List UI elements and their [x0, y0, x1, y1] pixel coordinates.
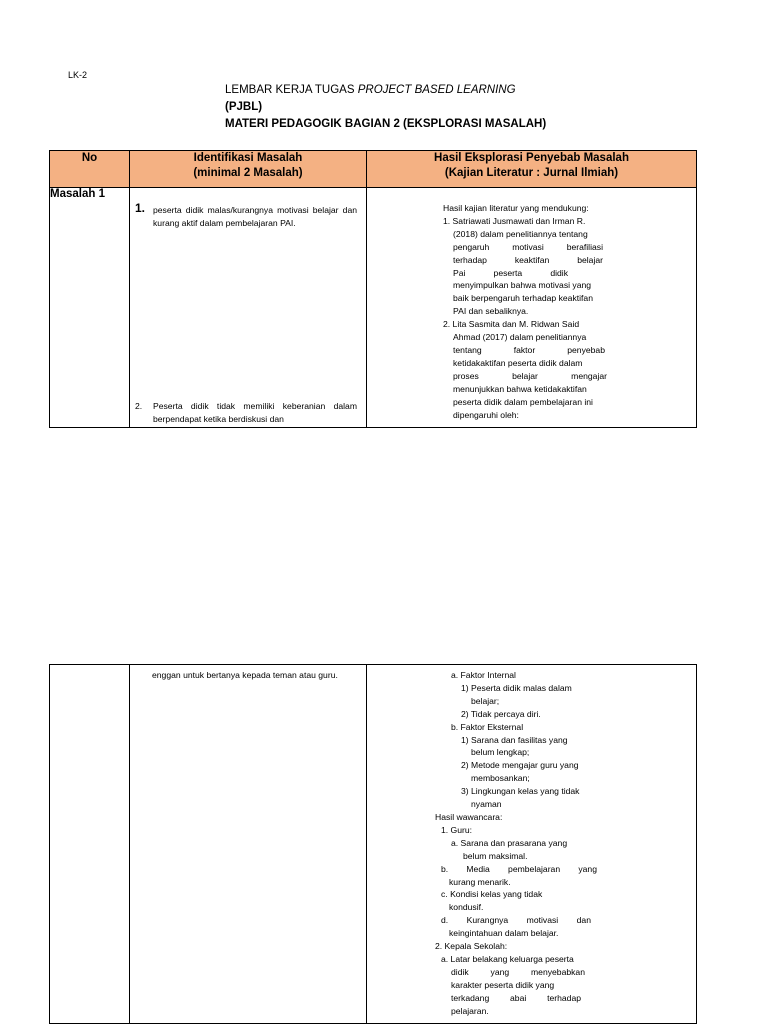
text-line: a. Sarana dan prasarana yang: [451, 837, 568, 848]
literature-findings-continued: [435, 669, 635, 1017]
text-line: Hasil wawancara:: [435, 811, 503, 822]
identifikasi-cell-continued: [130, 665, 367, 1024]
text-line: menunjukkan bahwa ketidakaktifan: [453, 383, 587, 394]
text-line: b. Media pembelajaran yang: [441, 863, 597, 874]
text-line: 1) Sarana dan fasilitas yang: [461, 734, 568, 745]
title-line-2: (PJBL): [225, 101, 263, 113]
text-line: karakter peserta didik yang: [451, 979, 555, 990]
header-identifikasi: [130, 151, 367, 188]
text-line: terkadang abai terhadap: [451, 992, 581, 1003]
hasil-cell: [367, 188, 697, 428]
text-line: a. Faktor Internal: [451, 670, 516, 680]
text-line: 2. Lita Sasmita dan M. Ridwan Said: [443, 319, 580, 330]
header-identifikasi-line2: (minimal 2 Masalah): [193, 167, 303, 179]
problem-item-1-text: peserta didik malas/kurangnya motivasi belajar dan kurang aktif dalam pembelajaran PAI.: [153, 205, 357, 228]
header-hasil-line2: (Kajian Literatur : Jurnal Ilmiah): [444, 167, 619, 179]
text-line: menyimpulkan bahwa motivasi yang: [453, 280, 592, 291]
text-line: (2018) dalam penelitiannya tentang: [453, 228, 588, 239]
worksheet-table-page2: [49, 664, 697, 1024]
identifikasi-cell: [130, 188, 367, 428]
header-hasil: [367, 151, 697, 188]
text-line: Pai peserta didik: [453, 267, 568, 278]
text-line: kurang menarik.: [449, 876, 511, 887]
table-row: [50, 665, 697, 1024]
text-line: d. Kurangnya motivasi dan: [441, 915, 591, 926]
text-line: 2. Kepala Sekolah:: [435, 941, 508, 952]
text-line: peserta didik dalam pembelajaran ini: [453, 396, 593, 407]
text-line: Ahmad (2017) dalam penelitiannya: [453, 332, 587, 343]
text-line: c. Kondisi kelas yang tidak: [441, 889, 543, 900]
text-line: pelajaran.: [451, 1005, 489, 1016]
document-title: [225, 82, 546, 133]
text-line: baik berpengaruh terhadap keaktifan: [453, 293, 593, 304]
text-line: Hasil kajian literatur yang mendukung:: [443, 203, 589, 213]
text-line: tentang faktor penyebab: [453, 344, 605, 355]
text-line: pengaruh motivasi berafiliasi: [453, 241, 603, 252]
problem-item-2-text: Peserta didik tidak memiliki keberanian dalam berpendapat ketika berdiskusi dan: [153, 401, 357, 424]
text-line: PAI dan sebaliknya.: [453, 306, 529, 317]
text-line: 2) Tidak percaya diri.: [461, 708, 541, 719]
text-line: nyaman: [471, 799, 502, 810]
row-label: Masalah 1: [50, 188, 130, 428]
problem-item-2-number: 2.: [135, 401, 143, 411]
text-line: terhadap keaktifan belajar: [453, 254, 603, 265]
title-italic: PROJECT BASED LEARNING: [357, 84, 516, 96]
no-cell-continued: [50, 665, 130, 1024]
text-line: belum maksimal.: [463, 850, 528, 861]
problem-item-2-continued: enggan untuk bertanya kepada teman atau guru.: [152, 670, 338, 680]
table-header-row: [50, 151, 697, 188]
worksheet-code: LK-2: [68, 70, 88, 80]
title-line-3: MATERI PEDAGOGIK BAGIAN 2 (EKSPLORASI MASALAH): [225, 118, 547, 130]
text-line: kondusif.: [449, 902, 484, 913]
text-line: belum lengkap;: [471, 747, 530, 758]
worksheet-table-page1: [49, 150, 697, 428]
literature-findings: [443, 202, 633, 421]
text-line: 1) Peserta didik malas dalam: [461, 682, 572, 693]
text-line: 3) Lingkungan kelas yang tidak: [461, 786, 580, 797]
text-line: didik yang menyebabkan: [451, 966, 585, 977]
text-line: a. Latar belakang keluarga peserta: [441, 953, 574, 964]
text-line: 1. Satriawati Jusmawati dan Irman R.: [443, 215, 586, 226]
problem-item-1-number: 1.: [135, 201, 146, 215]
text-line: keingintahuan dalam belajar.: [449, 928, 559, 939]
text-line: proses belajar mengajar: [453, 370, 607, 381]
problem-item-1: [135, 201, 357, 230]
text-line: belajar;: [471, 695, 500, 706]
text-line: 1. Guru:: [441, 824, 473, 835]
text-line: membosankan;: [471, 773, 530, 784]
header-identifikasi-line1: Identifikasi Masalah: [193, 152, 303, 164]
title-prefix: LEMBAR KERJA TUGAS: [225, 84, 358, 96]
header-hasil-line1: Hasil Eksplorasi Penyebab Masalah: [434, 152, 629, 164]
text-line: b. Faktor Eksternal: [451, 721, 524, 732]
problem-item-2: [135, 400, 357, 426]
text-line: 2) Metode mengajar guru yang: [461, 760, 579, 771]
hasil-cell-continued: [367, 665, 697, 1024]
table-row: [50, 188, 697, 428]
title-line-1: [225, 82, 546, 99]
header-no: No: [50, 151, 130, 188]
text-line: ketidakaktifan peserta didik dalam: [453, 357, 583, 368]
text-line: dipengaruhi oleh:: [453, 409, 519, 420]
